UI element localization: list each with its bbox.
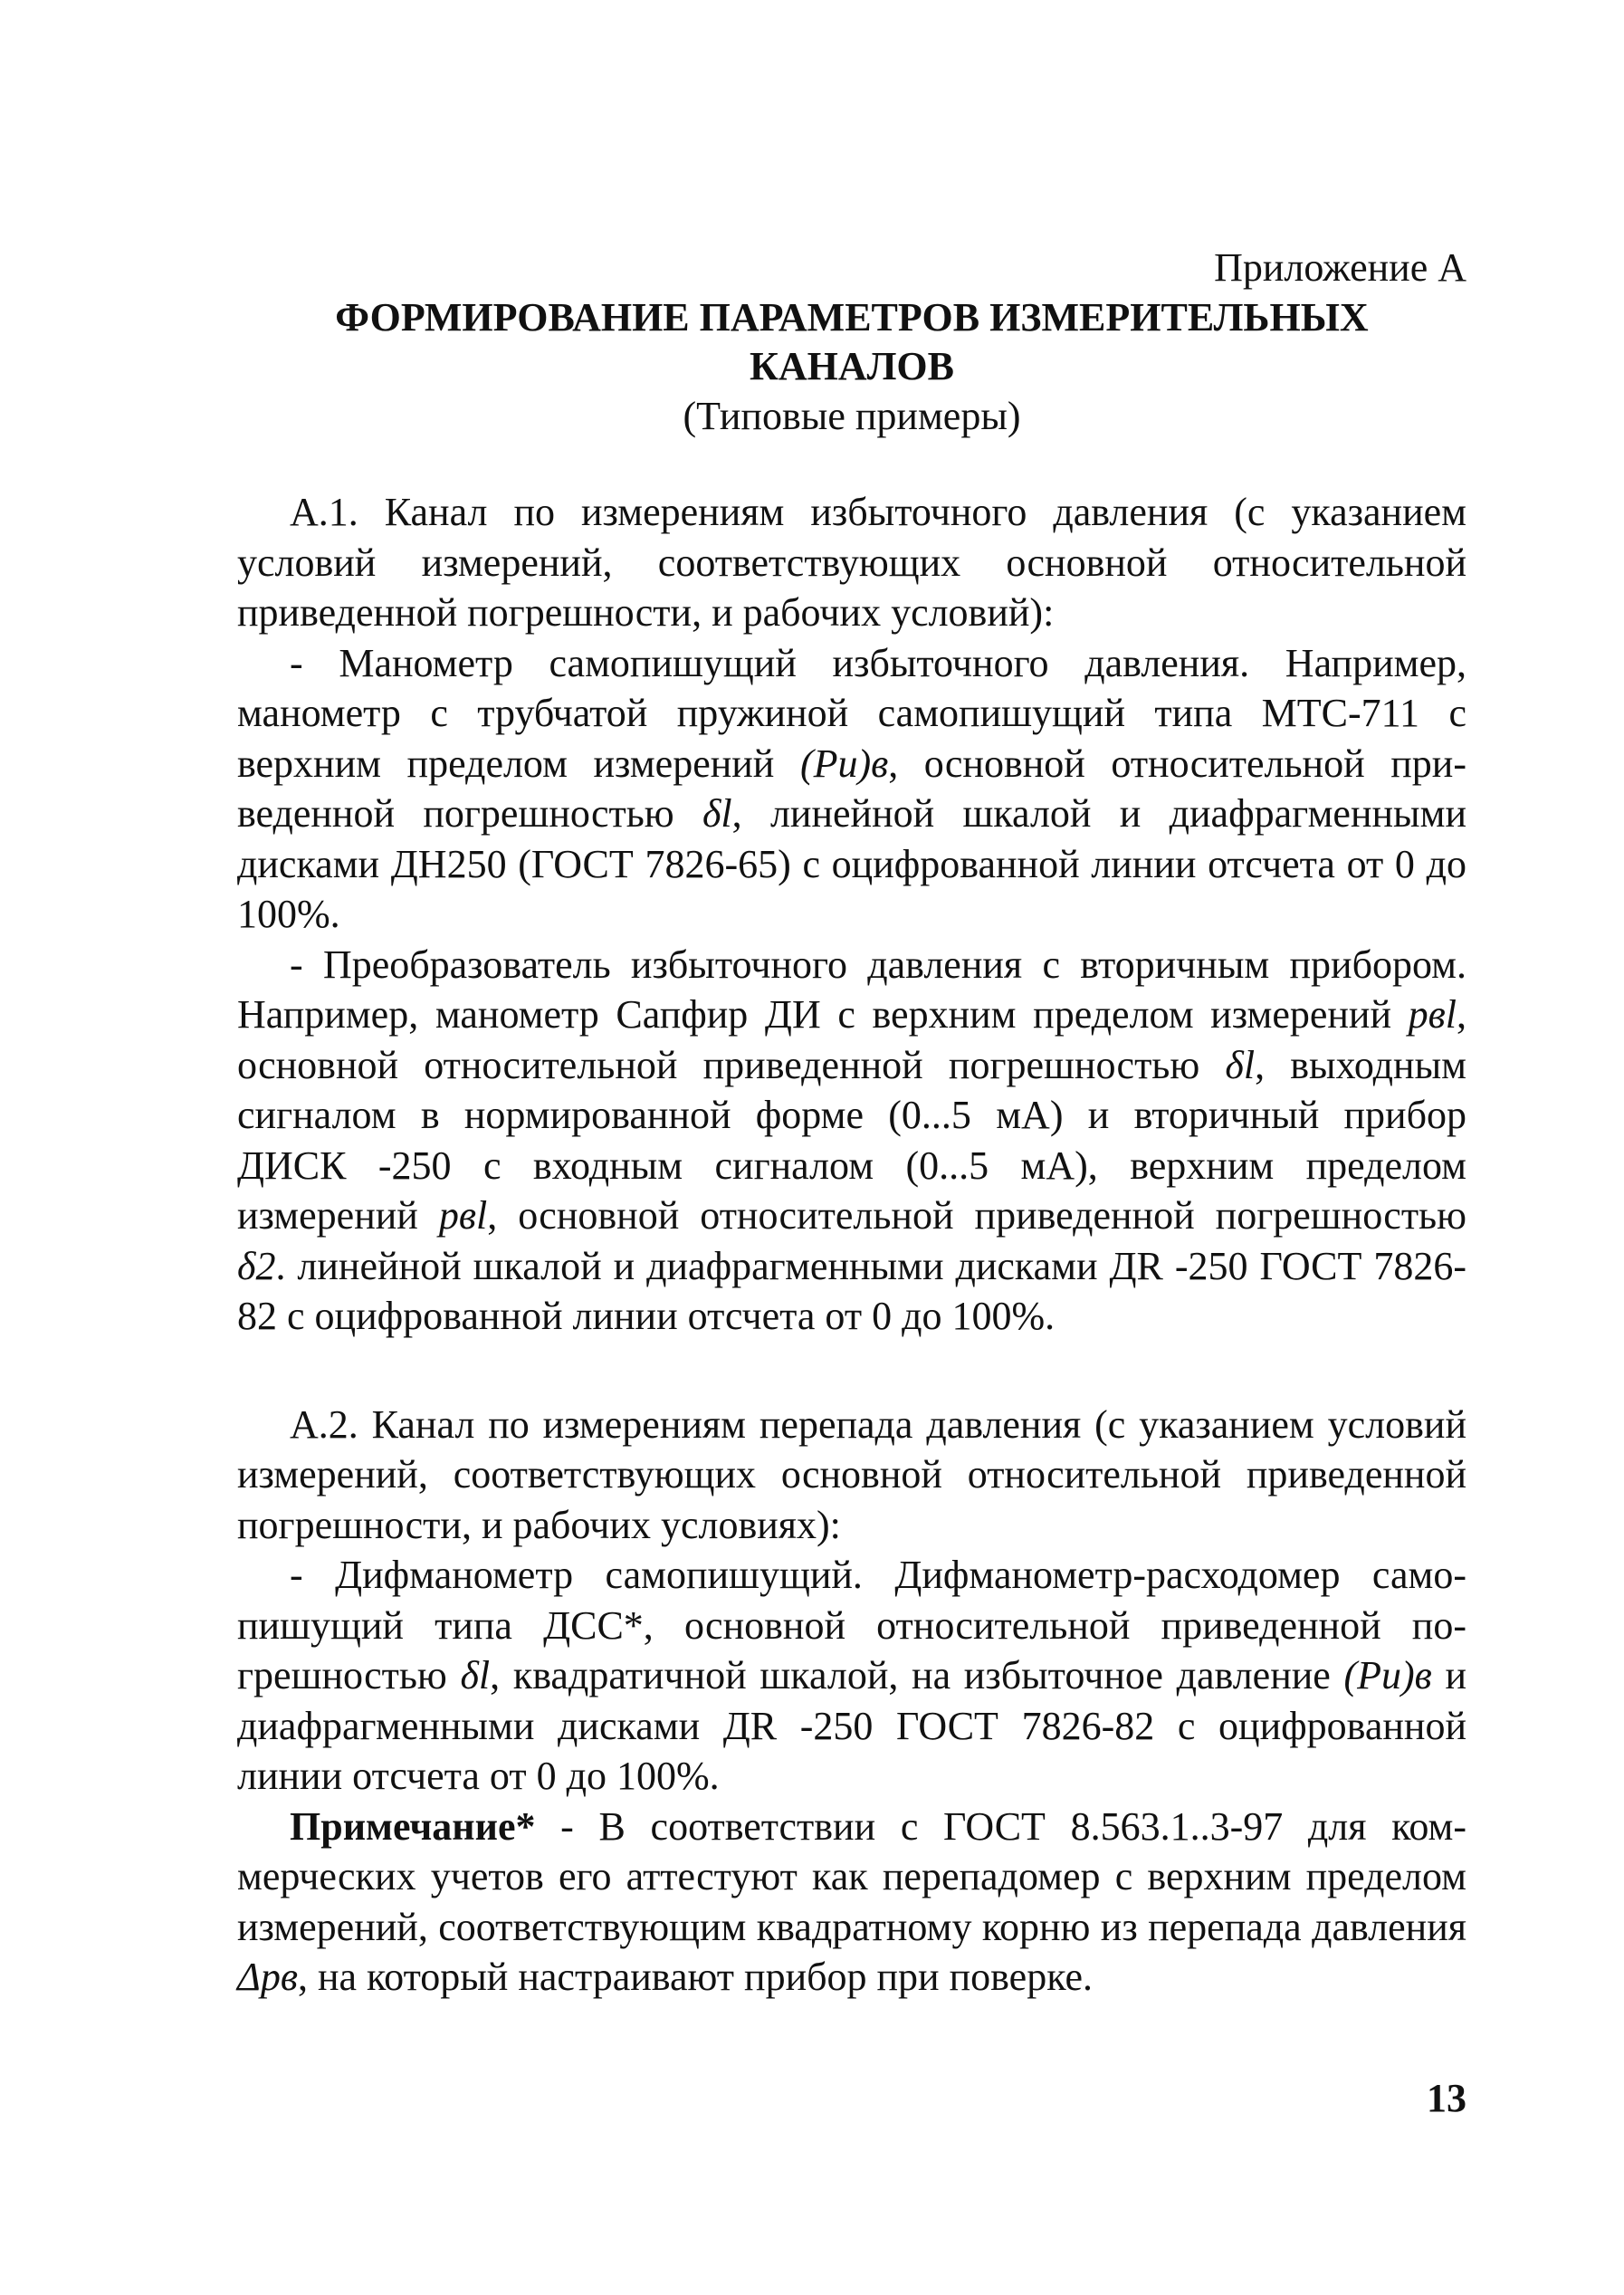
text-run: , основной относительной приведенной погрешностью — [487, 1193, 1466, 1238]
symbol-p-upper: pвl — [1408, 992, 1457, 1037]
section-a2-note — [237, 1802, 1466, 2003]
section-a2-intro: А.2. Канал по измерениям перепада давления (с указанием условий измерений, соответствующих основной относительной приведенной погрешности, и рабочих условиях): — [237, 1401, 1466, 1547]
text-run: - В соответствии с ГОСТ 8.563.1..3-97 для коммерческих учетов его аттестуют как перепадомер с верхним пределом измерений, соответствующим квадратному корню из перепада давления — [237, 1803, 1466, 1949]
appendix-label: Приложение А — [1214, 245, 1466, 290]
text-run: , основной относительной приведенной погрешностью — [237, 741, 1466, 836]
text-run: . линейной шкалой и диафрагменными дисками ДR -250 ГОСТ 7826-82 с оцифрованной линии отсчета от 0 до 100%. — [237, 1243, 1466, 1338]
text-run: - Манометр самопишущий избыточного давления. Например, манометр с трубчатой пружиной самопишущий типа МТС-711 с верхним пределом измерений — [237, 640, 1466, 786]
page-number: 13 — [1427, 2076, 1466, 2120]
section-a1 — [237, 487, 1466, 1342]
document-title: ФОРМИРОВАНИЕ ПАРАМЕТРОВ ИЗМЕРИТЕЛЬНЫХ КАНАЛОВ — [335, 295, 1369, 388]
symbol-delta-1: δl — [1225, 1042, 1256, 1087]
section-gap — [237, 1342, 1466, 1400]
text-run: - Дифманометр самопишущий. Дифманометр-расходомер самопишущий типа ДСС*, основной относительной приведенной погрешностью — [237, 1553, 1466, 1697]
document-page — [237, 243, 1466, 2003]
symbol-delta-p: Δpв — [237, 1955, 298, 1999]
section-a1-item-converter — [237, 940, 1466, 1342]
section-a1-intro: А.1. Канал по измерениям избыточного давления (с указанием условий измерений, соответствующих основной относительной приведенной погрешности, и рабочих условий): — [237, 490, 1466, 635]
section-a2-item-difmanometer — [237, 1550, 1466, 1802]
document-subtitle: (Типовые примеры) — [683, 394, 1021, 438]
symbol-pressure-upper-limit: (Pи)в — [1343, 1653, 1432, 1697]
text-run: , квадратичной шкалой, на избыточное давление — [490, 1653, 1344, 1697]
symbol-pressure-upper-limit: (Pи)в — [799, 741, 889, 786]
note-label: Примечание* — [290, 1803, 536, 1849]
text-run: и диафрагменными дисками ДR -250 ГОСТ 7826-82 с оцифрованной линии отсчета от 0 до 100%. — [237, 1653, 1466, 1798]
symbol-delta-1: δl — [702, 791, 732, 836]
text-run: , выходным сигналом в нормированной форме (0...5 мА) и вторичный прибор ДИСК -250 с входным сигналом (0...5 мА), верхним пределом измерений — [237, 1042, 1466, 1238]
section-a2 — [237, 1400, 1466, 2003]
symbol-delta-2: δ2 — [237, 1243, 276, 1288]
text-run: , на который настраивают прибор при поверке. — [297, 1955, 1094, 1999]
symbol-delta-1: δl — [460, 1653, 491, 1697]
text-run: , основной относительной приведенной погрешностью — [237, 992, 1466, 1087]
text-run: - Преобразователь избыточного давления с вторичным прибором. Например, манометр Сапфир ДИ с верхним пределом измерений — [237, 942, 1466, 1037]
section-a1-item-manometer — [237, 638, 1466, 940]
text-run: , линейной шкалой и диафрагменными дисками ДН250 (ГОСТ 7826-65) с оцифрованной линии отсчета от 0 до 100%. — [237, 791, 1467, 936]
symbol-p-upper: pвl — [438, 1193, 488, 1238]
